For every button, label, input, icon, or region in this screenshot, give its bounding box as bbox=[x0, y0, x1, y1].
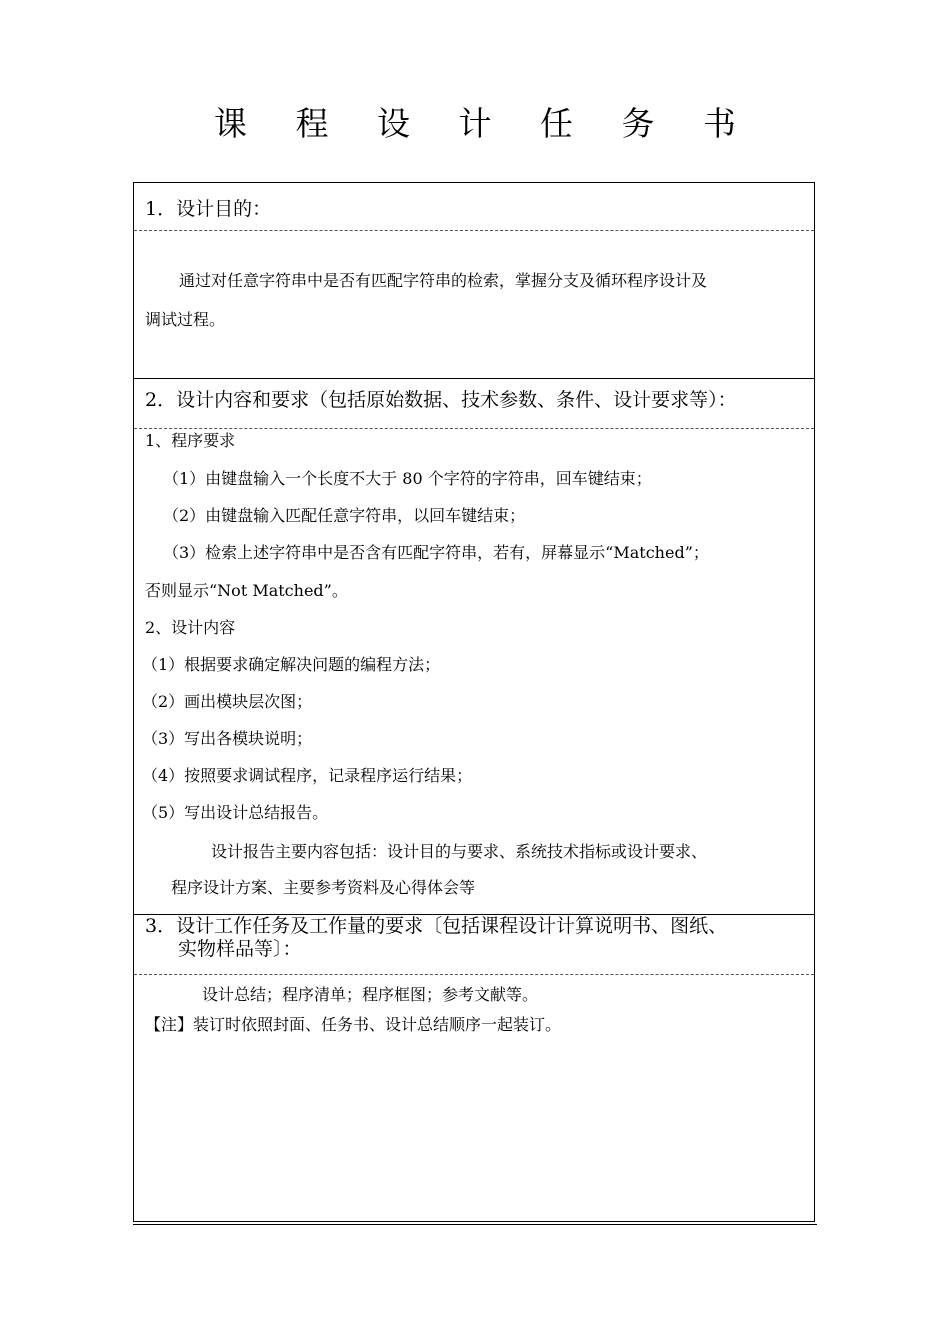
section3-heading-line2: 实物样品等〕： bbox=[178, 938, 302, 960]
page-title: 课 程 设 计 任 务 书 bbox=[214, 104, 755, 143]
report-contents-line2: 程序设计方案、主要参考资料及心得体会等 bbox=[171, 878, 476, 897]
section3-heading-line1: 3．设计工作任务及工作量的要求〔包括课程设计计算说明书、图纸、 bbox=[145, 915, 728, 937]
section1-heading: 1．设计目的： bbox=[145, 198, 272, 220]
program-req-title: 1、程序要求 bbox=[145, 431, 236, 450]
design-item-5: （5）写出设计总结报告。 bbox=[142, 803, 329, 822]
section2-heading: 2．设计内容和要求（包括原始数据、技术参数、条件、设计要求等）： bbox=[145, 389, 737, 411]
section1-border bbox=[134, 378, 814, 379]
design-item-2: （2）画出模块层次图； bbox=[142, 692, 313, 711]
design-item-3: （3）写出各模块说明； bbox=[142, 729, 313, 748]
table-bottom-rule bbox=[133, 1224, 817, 1225]
design-item-1: （1）根据要求确定解决问题的编程方法； bbox=[142, 655, 441, 674]
req-item-3-line2: 否则显示“Not Matched”。 bbox=[145, 581, 348, 600]
deliverables-text: 设计总结；程序清单；程序框图；参考文献等。 bbox=[202, 985, 539, 1004]
task-table bbox=[133, 182, 815, 1222]
section1-body-line2: 调试过程。 bbox=[145, 310, 226, 329]
section3-dashed-divider bbox=[134, 974, 814, 975]
design-item-4: （4）按照要求调试程序，记录程序运行结果； bbox=[142, 766, 473, 785]
binding-note: 【注】装订时依照封面、任务书、设计总结顺序一起装订。 bbox=[145, 1015, 562, 1034]
section2-dashed-divider bbox=[134, 428, 814, 429]
report-contents-line1: 设计报告主要内容包括：设计目的与要求、系统技术指标或设计要求、 bbox=[211, 842, 708, 861]
section3-heading bbox=[145, 915, 727, 961]
req-item-2: （2）由键盘输入匹配任意字符串，以回车键结束； bbox=[163, 506, 526, 525]
req-item-1: （1）由键盘输入一个长度不大于 80 个字符的字符串，回车键结束； bbox=[163, 469, 652, 488]
design-content-title: 2、设计内容 bbox=[145, 618, 236, 637]
req-item-3-line1: （3）检索上述字符串中是否含有匹配字符串，若有，屏幕显示“Matched”； bbox=[163, 543, 709, 562]
section1-dashed-divider bbox=[134, 230, 814, 231]
section1-body-line1: 通过对任意字符串中是否有匹配字符串的检索，掌握分支及循环程序设计及 bbox=[179, 271, 708, 290]
